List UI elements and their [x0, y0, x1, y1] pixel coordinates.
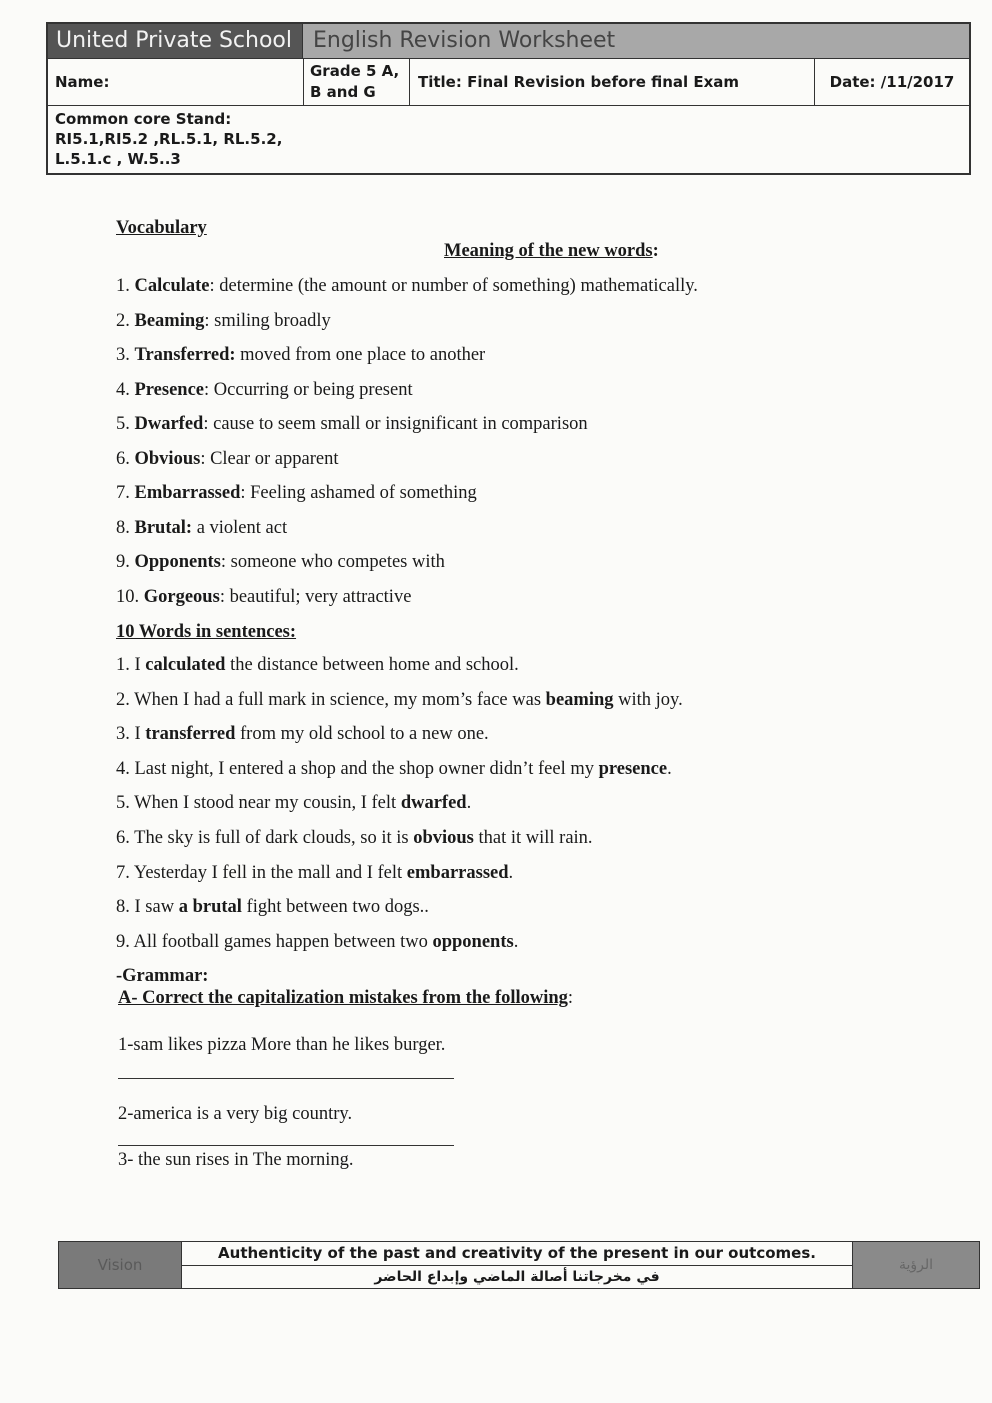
sentence-item — [116, 897, 429, 918]
vocab-definition: : someone who competes with — [220, 552, 445, 572]
vocab-number: 1. — [116, 276, 135, 296]
vocab-definition: moved from one place to another — [235, 345, 486, 365]
vocab-definition: : cause to seem small or insignificant in comparison — [203, 414, 588, 434]
grammar-heading: -Grammar: — [116, 966, 209, 986]
vocabulary-heading: Vocabulary — [116, 218, 207, 238]
worksheet-header — [46, 22, 971, 175]
answer-line-1[interactable] — [118, 1078, 454, 1079]
sentence-keyword: obvious — [413, 828, 474, 848]
sentence-keyword: transferred — [145, 724, 236, 745]
grade-line-2: B and G — [310, 83, 376, 101]
sentence-keyword: dwarfed — [400, 793, 467, 814]
vocab-number: 2. — [116, 310, 135, 331]
meaning-heading: Meaning of the new words: — [444, 241, 659, 261]
vocab-item — [116, 276, 698, 297]
sentence-text-end: from my old school to a new one. — [235, 724, 489, 745]
sentence-text: 5. When I stood near my cousin, I felt — [116, 793, 401, 814]
standards-label: Common core Stand: — [55, 110, 232, 128]
vocab-definition: : Occurring or being present — [204, 379, 413, 400]
vocab-definition: : beautiful; very attractive — [219, 586, 412, 607]
sentence-item — [116, 655, 519, 676]
sentence-keyword: embarrassed — [406, 862, 509, 883]
sentence-item — [116, 759, 672, 780]
sentence-text-end: . — [508, 862, 514, 883]
sentence-item — [116, 690, 683, 711]
vocab-item — [116, 380, 413, 401]
vocab-definition: : Clear or apparent — [200, 448, 339, 469]
vocab-item — [116, 449, 338, 470]
sentences-heading: 10 Words in sentences: — [116, 622, 297, 642]
sentence-text-end: . — [466, 793, 472, 814]
vocab-number: 7. — [116, 483, 135, 503]
sentence-item — [116, 863, 513, 884]
sentence-keyword: opponents — [432, 931, 514, 952]
sentence-text: 2. When I had a full mark in science, my mom’s face was — [116, 689, 546, 710]
sentence-text: 8. I saw — [116, 897, 179, 918]
vocab-item — [116, 414, 588, 435]
grammar-question-2: 2-america is a very big country. — [118, 1104, 353, 1124]
grammar-question-3: 3- the sun rises in The morning. — [118, 1150, 354, 1170]
vocab-word: Opponents — [134, 552, 221, 572]
sentence-text: 4. Last night, I entered a shop and the shop owner didn’t feel my — [116, 758, 599, 779]
vocab-word: Brutal: — [134, 517, 193, 538]
vocab-number: 6. — [116, 448, 135, 469]
vocab-definition: a violent act — [192, 517, 288, 538]
grade-cell — [304, 59, 410, 105]
sentence-text-end: that it will rain. — [473, 828, 593, 848]
vocab-number: 9. — [116, 552, 135, 572]
motto-arabic: في مخرجاتنا أصالة الماضي وإبداع الحاضر — [374, 1268, 660, 1285]
grammar-task: A- Correct the capitalization mistakes from the following: — [118, 988, 574, 1008]
vision-footer — [58, 1241, 980, 1289]
vision-label-ar: الرؤية — [853, 1242, 979, 1288]
sentence-item — [116, 828, 593, 849]
vocab-definition: : smiling broadly — [204, 310, 331, 331]
sentence-text-end: fight between two dogs.. — [241, 897, 429, 918]
vocab-item — [116, 518, 287, 539]
sentence-keyword: beaming — [545, 689, 614, 710]
vocab-number: 3. — [116, 345, 135, 365]
school-name: United Private School — [48, 24, 303, 58]
vocab-word: Obvious — [134, 448, 201, 469]
vocab-definition: : Feeling ashamed of something — [240, 483, 477, 503]
vocab-word: Dwarfed — [134, 414, 204, 434]
motto-english: Authenticity of the past and creativity of the present in our outcomes. — [182, 1242, 852, 1266]
vocab-word: Gorgeous — [143, 586, 220, 607]
sentence-item — [116, 932, 518, 953]
vocab-number: 10. — [116, 586, 144, 607]
sentence-keyword: calculated — [145, 655, 226, 675]
standards-codes-1: RI5.1,RI5.2 ,RL.5.1, RL.5.2, — [55, 130, 283, 148]
vocab-word: Calculate — [134, 276, 210, 296]
grade-line-1: Grade 5 A, — [310, 62, 400, 80]
grammar-question-1: 1-sam likes pizza More than he likes burger. — [118, 1035, 446, 1055]
vocab-number: 4. — [116, 379, 135, 400]
grammar-task-text: A- Correct the capitalization mistakes from the following — [118, 988, 568, 1008]
vocab-word: Transferred: — [134, 345, 236, 365]
sentence-item — [116, 793, 471, 814]
sentence-keyword: a brutal — [178, 897, 242, 918]
sentence-text: 3. I — [116, 724, 146, 745]
worksheet-title: English Revision Worksheet — [303, 24, 969, 58]
sentence-item — [116, 724, 489, 745]
vocab-item — [116, 345, 485, 366]
vocab-definition: : determine (the amount or number of something) mathematically. — [209, 276, 698, 296]
vocab-number: 5. — [116, 414, 135, 434]
vocab-word: Presence — [134, 379, 205, 400]
vocab-word: Embarrassed — [134, 483, 241, 503]
sentence-text-end: the distance between home and school. — [225, 655, 519, 675]
vocab-item — [116, 483, 477, 504]
vocab-number: 8. — [116, 517, 135, 538]
sentence-text: 9. All football games happen between two — [116, 931, 433, 952]
vocab-item — [116, 552, 445, 573]
name-field: Name: — [48, 59, 304, 105]
vision-label-en: Vision — [59, 1242, 181, 1288]
sentence-text: 1. I — [116, 655, 146, 675]
date-cell: Date: /11/2017 — [829, 73, 955, 91]
sentence-text-end: . — [513, 931, 519, 952]
standards-codes-2: L.5.1.c , W.5..3 — [55, 150, 181, 168]
vocab-item — [116, 587, 411, 608]
meaning-heading-text: Meaning of the new words — [444, 241, 653, 261]
vocab-word: Beaming — [134, 310, 205, 331]
sentence-text-end: with joy. — [613, 689, 683, 710]
sentence-keyword: presence — [598, 758, 668, 779]
vocab-item — [116, 311, 331, 332]
sentence-text: 6. The sky is full of dark clouds, so it is — [116, 828, 414, 848]
answer-line-2[interactable] — [118, 1145, 454, 1146]
standards-cell — [48, 106, 969, 173]
sentence-text-end: . — [667, 758, 672, 779]
sentence-text: 7. Yesterday I fell in the mall and I felt — [116, 862, 407, 883]
title-cell: Title: Final Revision before final Exam — [410, 59, 815, 105]
